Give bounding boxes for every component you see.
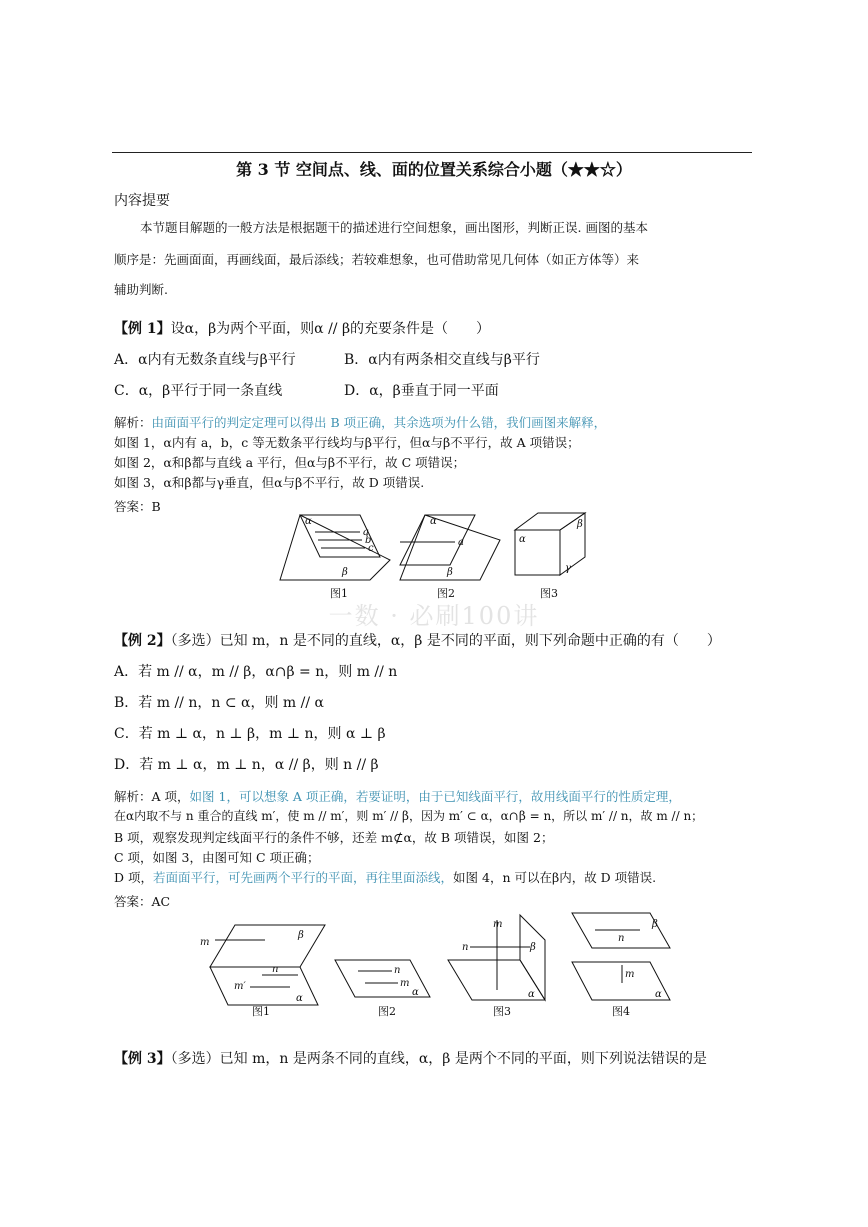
f1-label-n: n (272, 964, 279, 975)
summary-line-3: 辅助判断. (114, 282, 168, 297)
f4-label-alpha: α (655, 989, 662, 1000)
example1-question (114, 318, 490, 338)
analysis-label-2: 解析：A 项， (114, 789, 190, 804)
example2-question (114, 630, 721, 650)
section-title: 第 3 节 空间点、线、面的位置关系综合小题（★★☆） (236, 160, 632, 179)
analysis-d-blue: 若面面平行，可先画两个平行的平面，再往里面添线， (153, 870, 454, 885)
example2-analysis-5 (114, 868, 656, 886)
example1-analysis-3: 如图 2，α和β都与直线 a 平行，但α与β不平行，故 C 项错误； (114, 455, 466, 470)
summary-line-2: 顺序是：先画面面，再画线面，最后添线；若较难想象，也可借助常见几何体（如正方体等）来 (114, 252, 640, 267)
f4-label-n: n (618, 933, 625, 944)
example2-figures (0, 905, 868, 1030)
f1-label-mp: m′ (234, 981, 246, 992)
f2-label-alpha: α (412, 987, 419, 998)
fig2-label-alpha: α (430, 516, 437, 527)
analysis-d-rest: 如图 4，n 可以在β内，故 D 项错误. (453, 870, 657, 885)
f1-label-beta: β (298, 930, 304, 941)
fig1-label-c: c (368, 543, 374, 554)
fig1-label-b: b (365, 535, 372, 546)
example1-option-d: D．α，β垂直于同一平面 (344, 383, 499, 399)
example2-tag: 【例 2】 (114, 633, 171, 649)
f3-label-m: m (493, 919, 503, 930)
header-rule (112, 152, 752, 153)
ex2-fig2-caption: 图2 (378, 1005, 396, 1018)
fig3-label-alpha: α (519, 534, 526, 545)
example1-answer: 答案：B (114, 499, 161, 514)
example2-option-b: B．若 m // n，n ⊂ α，则 m // α (114, 695, 324, 711)
f3-label-alpha: α (528, 989, 535, 1000)
f4-label-m: m (625, 969, 635, 980)
f1-label-m: m (200, 937, 210, 948)
fig1-label-beta: β (342, 567, 348, 578)
fig1-label-a: a (363, 527, 369, 538)
example1-text: 设α，β为两个平面，则α // β的充要条件是（ ） (170, 321, 491, 337)
example2-option-d: D．若 m ⊥ α，m ⊥ n，α // β，则 n // β (114, 757, 379, 773)
example2-text: （多选）已知 m，n 是不同的直线，α，β 是不同的平面，则下列命题中正确的有（ ） (170, 633, 721, 649)
ex2-fig1-caption: 图1 (252, 1005, 270, 1018)
fig3-label-gamma: γ (565, 563, 571, 574)
summary-heading: 内容提要 (114, 193, 170, 209)
fig3-caption: 图3 (540, 587, 558, 600)
f2-label-n: n (394, 965, 401, 976)
f2-label-m: m (400, 978, 410, 989)
ex2-fig1 (210, 925, 325, 1005)
example2-analysis-4: C 项，如图 3，由图可知 C 项正确； (114, 850, 320, 865)
example2-analysis-3: B 项，观察发现判定线面平行的条件不够，还差 m⊄α，故 B 项错误，如图 2； (114, 830, 554, 845)
example1-tag: 【例 1】 (114, 321, 171, 337)
f3-label-n: n (462, 942, 469, 953)
example1-option-a: A．α内有无数条直线与β平行 (114, 352, 296, 368)
example3-question (114, 1048, 707, 1068)
fig3-top (515, 513, 585, 530)
f1-plane-beta (210, 925, 325, 967)
example2-option-c: C．若 m ⊥ α，n ⊥ β，m ⊥ n，则 α ⊥ β (114, 726, 386, 742)
f3-label-beta: β (530, 942, 536, 953)
example2-answer: 答案：AC (114, 894, 171, 909)
example2-analysis-2: 在α内取不与 n 重合的直线 m′，使 m // m′，则 m′ // β，因为 m′ ⊂ α，α∩β = n，所以 m′ // n，故 m // n； (114, 809, 704, 823)
example2-option-a: A．若 m // α，m // β，α∩β = n，则 m // n (114, 664, 398, 680)
fig1-label-alpha: α (305, 516, 312, 527)
summary-line-1: 本节题目解题的一般方法是根据题干的描述进行空间想象，画出图形，判断正误. 画图的基本 (140, 220, 648, 235)
example1-option-b: B．α内有两条相交直线与β平行 (344, 352, 540, 368)
fig1-caption: 图1 (330, 587, 348, 600)
example1-analysis-2: 如图 1，α内有 a，b，c 等无数条平行线均与β平行，但α与β不平行，故 A 项错误； (114, 435, 580, 450)
f4-label-beta: β (652, 919, 658, 930)
fig2-caption: 图2 (437, 587, 455, 600)
analysis-blue-text: 由面面平行的判定定理可以得出 B 项正确，其余选项为什么错，我们画图来解释， (151, 415, 607, 430)
f3-plane-beta (520, 915, 545, 1000)
example3-text: （多选）已知 m，n 是两条不同的直线，α，β 是两个不同的平面，则下列说法错误的是 (170, 1051, 707, 1067)
example1-option-c: C．α，β平行于同一条直线 (114, 383, 283, 399)
watermark: 一数 · 必刷100讲 (328, 602, 540, 630)
example3-tag: 【例 3】 (114, 1051, 171, 1067)
example2-analysis-1 (114, 787, 681, 805)
analysis-label: 解析： (114, 415, 152, 430)
f1-label-alpha: α (296, 993, 303, 1004)
fig2-label-a: a (458, 537, 464, 548)
fig2-label-beta: β (447, 567, 453, 578)
example1-analysis-4: 如图 3，α和β都与γ垂直，但α与β不平行，故 D 项错误. (114, 475, 425, 490)
ex2-fig3-caption: 图3 (493, 1005, 511, 1018)
ex2-fig4-caption: 图4 (612, 1005, 630, 1018)
example1-analysis-1 (114, 413, 606, 431)
analysis-d-label: D 项， (114, 870, 153, 885)
analysis-a-blue: 如图 1，可以想象 A 项正确，若要证明，由于已知线面平行，故用线面平行的性质定理， (189, 789, 681, 804)
fig3-label-beta: β (577, 519, 583, 530)
